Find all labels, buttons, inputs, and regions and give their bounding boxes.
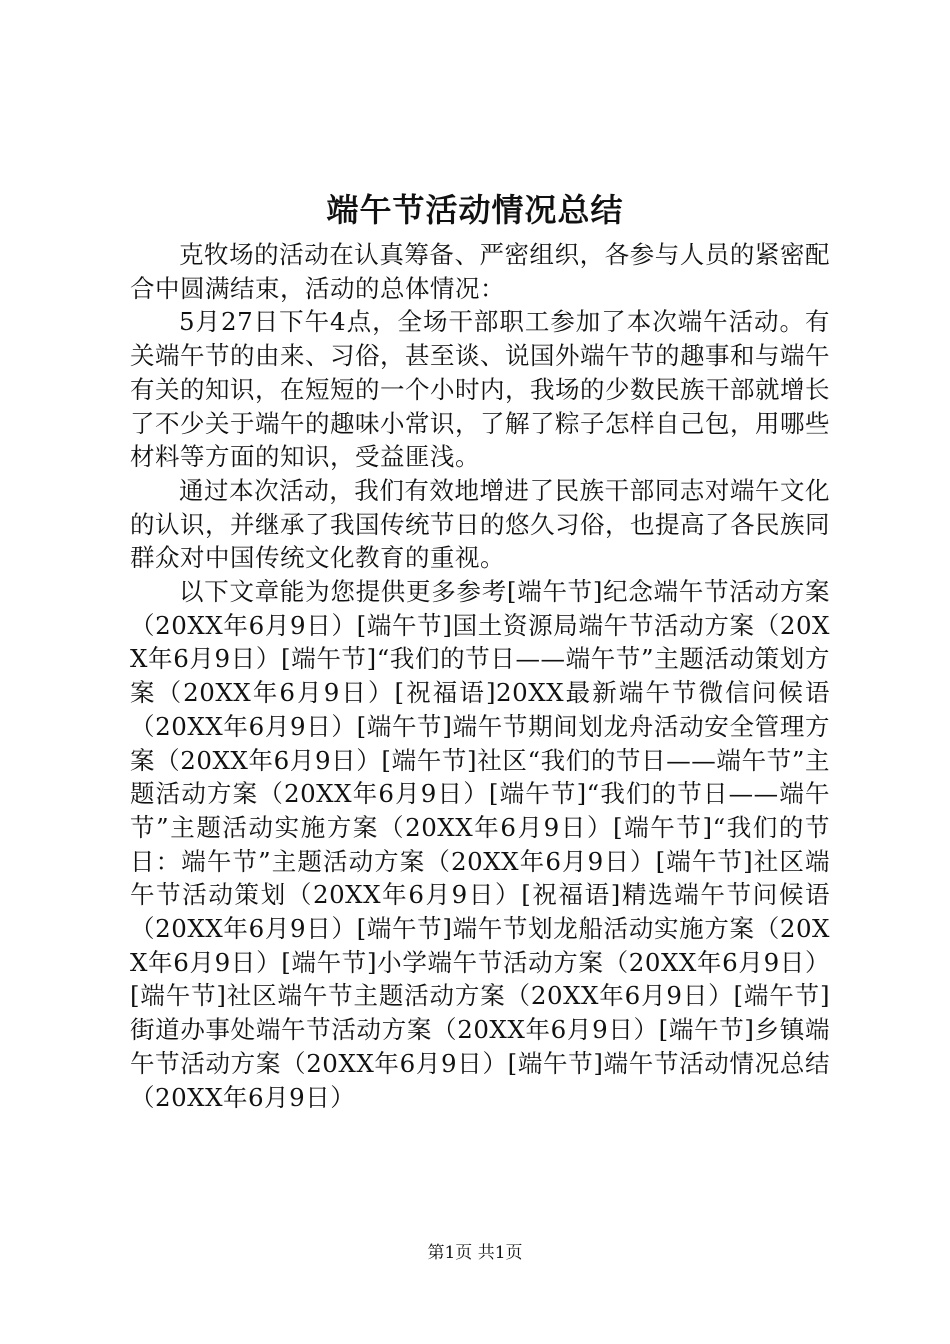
paragraph-related-articles: 以下文章能为您提供更多参考[端午节]纪念端午节活动方案（20XX年6月9日）[端午节]国土资源局端午节活动方案（20XX年6月9日）[端午节]“我们的节日——端午节”主题活动策划方案（20XX年6月9日）[祝福语]20XX最新端午节微信问候语（20XX年6月9日）[端午节]端午节期间划龙舟活动安全管理方案（20XX年6月9日）[端午节]社区“我们的节日——端午节”主题活动方案（20XX年6月9日）[端午节]“我们的节日——端午节”主题活动实施方案（20XX年6月9日）[端午节]“我们的节日：端午节”主题活动方案（20XX年6月9日）[端午节]社区端午节活动策划（20XX年6月9日）[祝福语]精选端午节问候语（20XX年6月9日）[端午节]端午节划龙船活动实施方案（20XX年6月9日）[端午节]小学端午节活动方案（20XX年6月9日）[端午节]社区端午节主题活动方案（20XX年6月9日）[端午节]街道办事处端午节活动方案（20XX年6月9日）[端午节]乡镇端午节活动方案（20XX年6月9日）[端午节]端午节活动情况总结（20XX年6月9日）	[130, 577, 830, 1112]
page-number-footer: 第1页 共1页	[427, 1243, 523, 1263]
paragraph-outcome: 通过本次活动，我们有效地增进了民族干部同志对端午文化的认识，并继承了我国传统节日的悠久习俗，也提高了各民族同群众对中国传统文化教育的重视。	[130, 475, 830, 573]
document-body	[130, 238, 830, 1114]
paragraph-intro: 克牧场的活动在认真筹备、严密组织，各参与人员的紧密配合中圆满结束，活动的总体情况：	[130, 240, 830, 303]
paragraph-event-details: 5月27日下午4点，全场干部职工参加了本次端午活动。有关端午节的由来、习俗，甚至谈、说国外端午节的趣事和与端午有关的知识，在短短的一个小时内，我场的少数民族干部就增长了不少关于端午的趣味小常识，了解了粽子怎样自己包，用哪些材料等方面的知识，受益匪浅。	[130, 307, 830, 472]
document-title: 端午节活动情况总结	[326, 191, 624, 229]
